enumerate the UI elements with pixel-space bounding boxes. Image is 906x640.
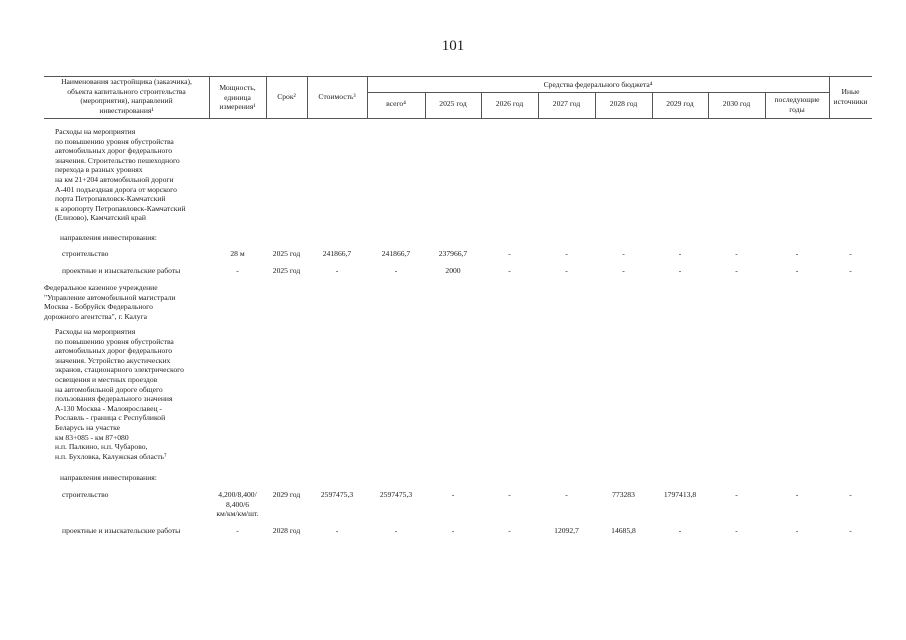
row-term: 2029 год [272, 490, 301, 499]
row-2027: - [565, 490, 568, 499]
header-col-term: Срок² [277, 92, 296, 101]
row-other: - [849, 526, 852, 535]
row-capacity: - [236, 526, 239, 535]
row-2026: - [508, 490, 511, 499]
row-2028: 773283 [612, 490, 635, 499]
header-sub-next: последующие годы [774, 95, 820, 114]
row-other: - [849, 490, 852, 499]
row-2030: - [735, 526, 738, 535]
row-2029: - [678, 266, 682, 275]
row-name: проектные и изыскательские работы [62, 266, 181, 275]
section1-title: Расходы на мероприятия по повышению уровня обустройства автомобильных дорог федерального значения. Строительство пешеходного перехода в разных уровнях на км 21+204 автомобильной дороги А-401 подъездная дорога от морского порта Петропавловск-Камчатский к аэропорту Петропавловск-Камчатский (Елизово), Камчатский край [55, 127, 186, 223]
page-number: 101 [441, 38, 465, 54]
header-sub-2029: 2029 год [666, 99, 694, 108]
row-term: 2028 год [272, 526, 301, 535]
header-col-federal: Средства федерального бюджета⁴ [543, 80, 653, 89]
row-2029: - [678, 526, 682, 535]
row-2028: - [622, 249, 625, 258]
row-2025: 2000 [445, 266, 461, 275]
row-total: - [394, 526, 398, 535]
row-capacity: 4,200/8,400/ 8,400/6 км/км/км/шт. [216, 490, 259, 519]
row-2026: - [508, 249, 511, 258]
row-capacity: - [236, 266, 239, 275]
header-col-cost: Стоимость³ [318, 92, 356, 101]
row-2027: 12092,7 [554, 526, 579, 535]
header-col-other: Иные источники [833, 87, 868, 106]
row-2025: - [451, 526, 455, 535]
row-2028: - [622, 266, 625, 275]
row-name: проектные и изыскательские работы [62, 526, 181, 535]
header-sub-2028: 2028 год [609, 99, 638, 108]
row-2030: - [735, 249, 738, 258]
row-2027: - [565, 249, 568, 258]
row-2029: 1797413,8 [663, 490, 697, 499]
row-term: 2025 год [272, 266, 301, 275]
row-next: - [795, 249, 799, 258]
row-term: 2025 год [272, 249, 301, 258]
row-next: - [795, 490, 799, 499]
header-sub-2026: 2026 год [495, 99, 524, 108]
row-name: строительство [62, 249, 109, 258]
row-2025: - [451, 490, 455, 499]
row-cost: - [335, 266, 339, 275]
row-total: 2597475,3 [379, 490, 413, 499]
row-next: - [795, 266, 799, 275]
row-cost: 241866,7 [322, 249, 352, 258]
section2-directions-label: направления инвестирования: [60, 473, 157, 482]
row-2028: 14685,8 [611, 526, 636, 535]
row-name: строительство [62, 490, 109, 499]
header-sub-2025: 2025 год [439, 99, 467, 108]
row-2030: - [735, 490, 738, 499]
row-2027: - [565, 266, 568, 275]
row-2025: 237966,7 [438, 249, 468, 258]
section1-directions-label: направления инвестирования: [60, 233, 157, 242]
header-mid-rule [367, 92, 829, 93]
row-2029: - [678, 249, 682, 258]
row-capacity: 28 м [230, 249, 245, 258]
header-bottom-rule [44, 118, 872, 119]
header-sub-2027: 2027 год [552, 99, 581, 108]
row-other: - [849, 249, 852, 258]
header-sub-total: всего⁴ [386, 99, 406, 108]
row-2026: - [508, 526, 511, 535]
row-total: 241866,7 [381, 249, 411, 258]
row-cost: 2597475,3 [320, 490, 354, 499]
row-2030: - [735, 266, 738, 275]
row-other: - [849, 266, 852, 275]
row-cost: - [335, 526, 339, 535]
header-col-name: Наименования застройщика (заказчика), объекта капитального строительства (мероприятия), направлений инвестирования¹ [61, 77, 192, 115]
section2-title: Расходы на мероприятия по повышению уровня обустройства автомобильных дорог федерального значения. Устройство акустических экранов, стационарного электрического освещения и местных проездов на автомобильной дороге общего пользования федерального значения А-130 Москва - Малоярославец - Рославль - граница с Республикой Беларусь на участке км 83+085 - км 87+080 н.п. Палкино, н.п. Чубарово, н.п. Бухловка, Калужская область⁷ [55, 327, 184, 461]
organization-name: Федеральное казенное учреждение "Управление автомобильной магистрали Москва - Бобруйск Федерального дорожного агентства", г. Калуга [44, 283, 176, 321]
header-sub-2030: 2030 год [722, 99, 751, 108]
row-next: - [795, 526, 799, 535]
row-2026: - [508, 266, 511, 275]
row-total: - [394, 266, 398, 275]
header-col-capacity: Мощность, единица измерения¹ [219, 83, 256, 112]
